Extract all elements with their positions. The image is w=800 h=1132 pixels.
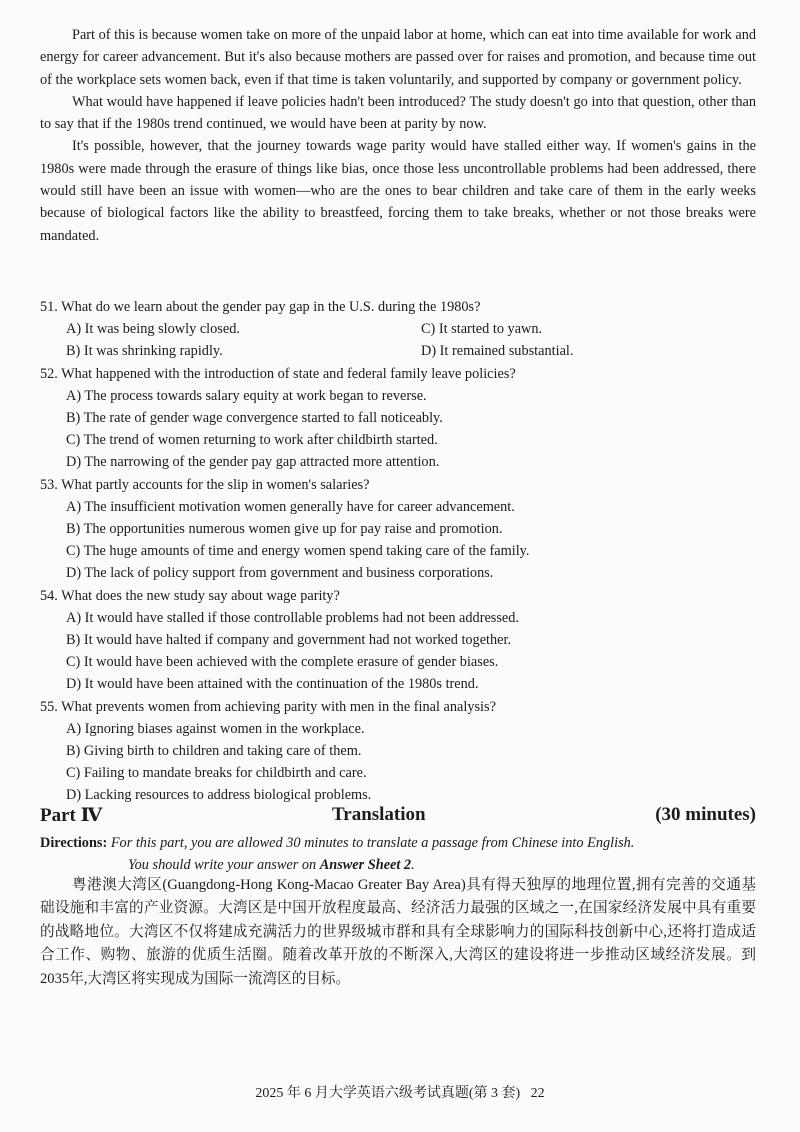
question-52 [40, 363, 756, 474]
passage-paragraph: Part of this is because women take on more of the unpaid labor at home, which can eat into time available for work and energy for career advancement. But it's also because mothers are passed over for raises and promotion, and because time out of the workplace sets women back, even if that time is taken voluntarily, and supported by company or government policy. [40, 27, 756, 88]
question-53 [40, 474, 756, 585]
option-a[interactable]: A) The process towards salary equity at work began to reverse. [66, 387, 427, 404]
option-a[interactable]: A) It was being slowly closed. [66, 321, 240, 338]
option-c[interactable]: C) The trend of women returning to work after childbirth started. [66, 432, 438, 449]
question-stem: 52. What happened with the introduction of state and federal family leave policies? [40, 365, 516, 382]
option-b[interactable]: B) The opportunities numerous women give up for pay raise and promotion. [66, 521, 503, 538]
option-b[interactable]: B) Giving birth to children and taking care of them. [66, 743, 362, 760]
option-d[interactable]: D) Lacking resources to address biological problems. [66, 787, 372, 804]
option-c[interactable]: C) Failing to mandate breaks for childbirth and care. [66, 765, 367, 782]
option-b[interactable]: B) The rate of gender wage convergence started to fall noticeably. [66, 410, 443, 427]
question-55 [40, 696, 756, 807]
directions-label: Directions: [40, 835, 108, 851]
option-a[interactable]: A) It would have stalled if those controllable problems had not been addressed. [66, 609, 520, 626]
passage-paragraph: What would have happened if leave policies hadn't been introduced? The study doesn't go into that question, other than to say that if the 1980s trend continued, we would have been at parity by now. [40, 93, 756, 133]
question-stem: 53. What partly accounts for the slip in women's salaries? [40, 476, 370, 493]
directions-line-2 [40, 854, 760, 876]
translation-paragraph: 粤港澳大湾区(Guangdong-Hong Kong-Macao Greater Bay Area)具有得天独厚的地理位置,拥有完善的交通基础设施和丰富的产业资源。大湾区是中国开放程度最高、经济活力最强的区域之一,在国家经济发展中具有重要的战略地位。大湾区不仅将建成充满活力的世界级城市群和具有全球影响力的国际科技创新中心,还将打造成适合工作、购物、旅游的优质生活圈。随着改革开放的不断深入,大湾区的建设将进一步推动区域经济发展。到2035年,大湾区将实现成为国际一流湾区的目标。 [40, 877, 756, 987]
passage-paragraph: It's possible, however, that the journey towards wage parity would have stalled either way. If women's gains in the 1980s were made through the erasure of things like bias, once those less uncontrollable problems had been addressed, there would still have been an issue with women—who are the ones to bear children and take care of them in the early weeks because of biological factors like the ability to breastfeed, forcing them to take breaks, whether or not those breaks were mandated. [40, 138, 756, 244]
part-number: Part Ⅳ [40, 805, 103, 826]
question-51 [40, 296, 756, 363]
option-d[interactable]: D) The narrowing of the gender pay gap attracted more attention. [66, 454, 440, 471]
option-a[interactable]: A) The insufficient motivation women generally have for career advancement. [66, 498, 515, 515]
page-footer [0, 1082, 800, 1102]
answer-sheet-ref: Answer Sheet 2 [319, 857, 412, 873]
directions-line-1 [40, 832, 760, 854]
question-54 [40, 585, 756, 696]
reading-passage [40, 24, 756, 247]
directions-text: For this part, you are allowed 30 minutes to translate a passage from Chinese into English. [110, 835, 635, 851]
option-c[interactable]: C) It would have been achieved with the complete erasure of gender biases. [66, 654, 499, 671]
option-a[interactable]: A) Ignoring biases against women in the workplace. [66, 720, 365, 737]
questions-list [40, 296, 756, 807]
question-stem: 55. What prevents women from achieving parity with men in the final analysis? [40, 698, 496, 715]
part-header [40, 804, 756, 830]
option-c[interactable]: C) It started to yawn. [421, 321, 543, 338]
option-b[interactable]: B) It was shrinking rapidly. [66, 343, 223, 360]
option-d[interactable]: D) The lack of policy support from government and business corporations. [66, 565, 494, 582]
question-stem: 54. What does the new study say about wage parity? [40, 587, 340, 604]
footer-title: 2025 年 6 月大学英语六级考试真题(第 3 套) [255, 1086, 521, 1101]
part-title: Translation [332, 804, 426, 825]
page-number: 22 [530, 1086, 545, 1101]
part-time-limit: (30 minutes) [655, 804, 756, 825]
option-c[interactable]: C) The huge amounts of time and energy women spend taking care of the family. [66, 543, 530, 560]
directions-text-2: You should write your answer on [128, 857, 320, 873]
directions-text-2-end: . [411, 857, 415, 873]
translation-passage [40, 874, 756, 991]
option-d[interactable]: D) It would have been attained with the continuation of the 1980s trend. [66, 676, 479, 693]
directions [40, 832, 760, 876]
option-b[interactable]: B) It would have halted if company and government had not worked together. [66, 632, 512, 649]
option-d[interactable]: D) It remained substantial. [421, 343, 574, 360]
question-stem: 51. What do we learn about the gender pay gap in the U.S. during the 1980s? [40, 299, 481, 315]
options-grid [40, 318, 756, 362]
